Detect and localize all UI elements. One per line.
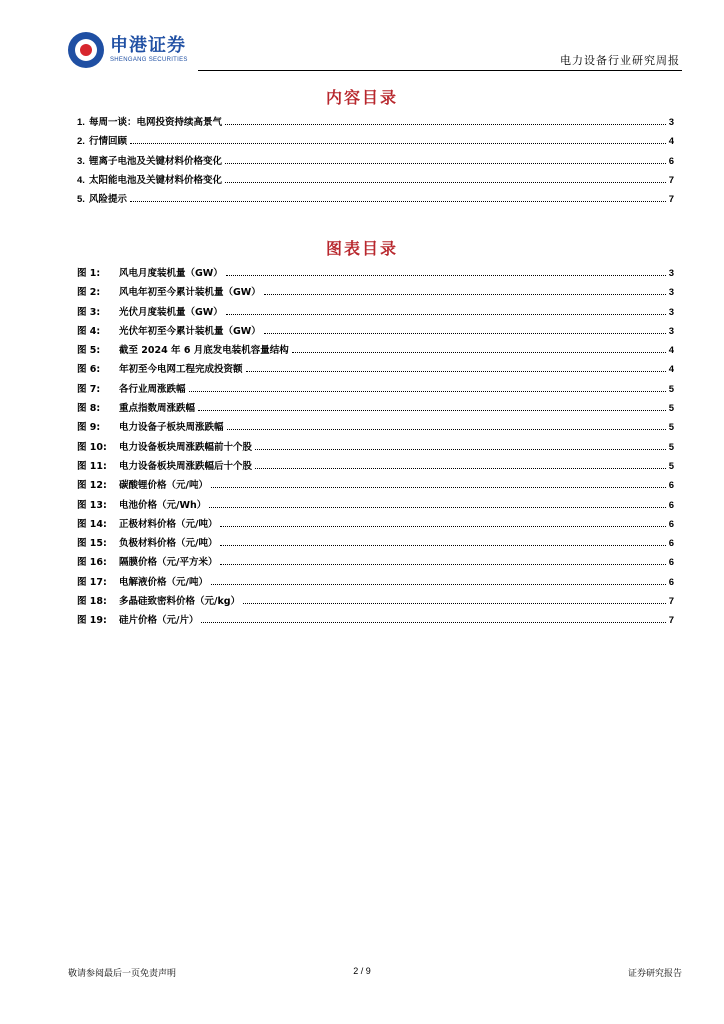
figure-entry-label: 图 5: bbox=[77, 345, 101, 357]
dot-leader bbox=[225, 181, 666, 183]
contents-entry-number: 1. bbox=[77, 117, 85, 128]
dot-leader bbox=[198, 409, 666, 411]
figure-entry-page: 6 bbox=[668, 499, 674, 511]
figure-entry-label: 图 14: bbox=[77, 518, 107, 530]
dot-leader bbox=[211, 583, 666, 585]
dot-leader bbox=[209, 506, 665, 508]
contents-entry[interactable] bbox=[77, 191, 674, 210]
dot-leader bbox=[211, 486, 666, 488]
contents-entry-title: 太阳能电池及关键材料价格变化 bbox=[88, 174, 222, 186]
figure-entry-label: 图 4: bbox=[77, 325, 101, 337]
figure-entry-page: 4 bbox=[668, 345, 674, 357]
figure-entry-page: 3 bbox=[668, 306, 674, 318]
footer-page-number: 2 / 9 bbox=[353, 966, 371, 976]
contents-entry[interactable] bbox=[77, 133, 674, 152]
figure-entry-title: 电力设备子板块周涨跌幅 bbox=[119, 422, 224, 434]
figure-entry[interactable] bbox=[77, 458, 674, 477]
contents-entry-number: 4. bbox=[77, 174, 85, 186]
figure-entry[interactable] bbox=[77, 477, 674, 496]
figure-entry[interactable] bbox=[77, 381, 674, 400]
dot-leader bbox=[264, 293, 666, 295]
figure-entry-page: 5 bbox=[668, 383, 674, 395]
figure-entry-label: 图 16: bbox=[77, 557, 107, 569]
figure-entry-page: 5 bbox=[668, 422, 674, 434]
logo-mark-icon bbox=[68, 32, 104, 68]
figure-entry-title: 电池价格（元/Wh） bbox=[119, 499, 207, 511]
contents-entry-title: 行情回顾 bbox=[88, 136, 127, 148]
contents-entry-number: 3. bbox=[77, 155, 85, 167]
figure-entry-label: 图 18: bbox=[77, 596, 107, 608]
contents-entry[interactable] bbox=[77, 172, 674, 191]
contents-entry-page: 7 bbox=[668, 174, 674, 186]
figure-entry[interactable] bbox=[77, 284, 674, 303]
contents-list bbox=[77, 114, 674, 210]
figure-entry-label: 图 12: bbox=[77, 480, 107, 492]
contents-entry-page: 6 bbox=[668, 155, 674, 167]
figure-entry-page: 7 bbox=[668, 596, 674, 608]
figure-entry-title: 碳酸锂价格（元/吨） bbox=[119, 480, 208, 492]
figure-entry-title: 重点指数周涨跌幅 bbox=[119, 403, 196, 415]
figure-entry-title: 硅片价格（元/片） bbox=[119, 615, 199, 627]
dot-leader bbox=[220, 544, 665, 546]
figure-entry[interactable] bbox=[77, 516, 674, 535]
contents-entry[interactable] bbox=[77, 114, 674, 133]
dot-leader bbox=[226, 313, 666, 315]
dot-leader bbox=[255, 467, 666, 469]
figure-entry[interactable] bbox=[77, 265, 674, 284]
dot-leader bbox=[189, 390, 666, 392]
figure-entry-label: 图 2: bbox=[77, 287, 101, 299]
figures-list bbox=[77, 265, 674, 632]
contents-entry-page: 4 bbox=[668, 136, 674, 148]
figure-entry-page: 6 bbox=[668, 518, 674, 530]
dot-leader bbox=[225, 123, 666, 125]
dot-leader bbox=[226, 274, 666, 276]
figure-entry-label: 图 1: bbox=[77, 268, 101, 279]
figure-entry-page: 5 bbox=[668, 403, 674, 415]
dot-leader bbox=[201, 621, 665, 623]
figure-entry-label: 图 17: bbox=[77, 576, 107, 588]
figure-entry[interactable] bbox=[77, 535, 674, 554]
dot-leader bbox=[243, 602, 666, 604]
contents-entry[interactable] bbox=[77, 153, 674, 172]
contents-entry-page: 3 bbox=[668, 117, 674, 128]
footer-disclaimer: 敬请参阅最后一页免责声明 bbox=[68, 969, 177, 979]
logo-name-en: SHENGANG SECURITIES bbox=[110, 57, 188, 63]
figure-entry-page: 6 bbox=[668, 576, 674, 588]
figure-entry-page: 4 bbox=[668, 364, 674, 376]
dot-leader bbox=[227, 428, 666, 430]
contents-title: 内容目录 bbox=[325, 88, 398, 107]
page-header bbox=[68, 32, 682, 72]
figure-entry-label: 图 8: bbox=[77, 403, 101, 415]
dot-leader bbox=[220, 525, 665, 527]
company-logo bbox=[68, 32, 188, 68]
dot-leader bbox=[220, 563, 665, 565]
dot-leader bbox=[246, 370, 666, 372]
figure-entry-label: 图 7: bbox=[77, 383, 101, 395]
figure-entry-page: 6 bbox=[668, 538, 674, 550]
dot-leader bbox=[264, 332, 666, 334]
figure-entry-page: 6 bbox=[668, 480, 674, 492]
figure-entry-label: 图 15: bbox=[77, 538, 107, 550]
figure-entry[interactable] bbox=[77, 439, 674, 458]
contents-entry-number: 2. bbox=[77, 136, 85, 148]
figure-entry-title: 风电月度装机量（GW） bbox=[119, 268, 223, 279]
figure-entry-title: 截至 2024 年 6 月底发电装机容量结构 bbox=[119, 345, 289, 357]
figure-entry[interactable] bbox=[77, 497, 674, 516]
dot-leader bbox=[292, 351, 666, 353]
contents-entry-number: 5. bbox=[77, 194, 85, 206]
figure-entry-title: 光伏月度装机量（GW） bbox=[119, 306, 223, 318]
logo-name-cn: 申港证券 bbox=[110, 35, 186, 56]
figure-entry-label: 图 13: bbox=[77, 499, 107, 511]
figures-title: 图表目录 bbox=[325, 239, 398, 258]
dot-leader bbox=[130, 142, 666, 144]
header-divider bbox=[198, 70, 682, 71]
figure-entry[interactable] bbox=[77, 419, 674, 438]
figure-entry-title: 正极材料价格（元/吨） bbox=[119, 518, 218, 530]
figure-entry-page: 3 bbox=[668, 287, 674, 299]
figure-entry-label: 图 10: bbox=[77, 441, 107, 453]
figure-entry-title: 电解液价格（元/吨） bbox=[119, 576, 208, 588]
figure-entry-label: 图 3: bbox=[77, 306, 101, 318]
contents-entry-title: 锂离子电池及关键材料价格变化 bbox=[88, 155, 222, 167]
figure-entry[interactable] bbox=[77, 304, 674, 323]
figure-entry-page: 6 bbox=[668, 557, 674, 569]
figure-entry-page: 3 bbox=[668, 268, 674, 279]
figure-entry-label: 图 6: bbox=[77, 364, 101, 376]
dot-leader bbox=[130, 200, 666, 202]
figure-entry-title: 隔膜价格（元/平方米） bbox=[119, 557, 218, 569]
figure-entry-page: 5 bbox=[668, 460, 674, 472]
dot-leader bbox=[255, 448, 666, 450]
contents-entry-page: 7 bbox=[668, 194, 674, 206]
figure-entry-label: 图 19: bbox=[77, 615, 107, 627]
figure-entry-title: 电力设备板块周涨跌幅后十个股 bbox=[119, 460, 253, 472]
figure-entry-page: 3 bbox=[668, 325, 674, 337]
figure-entry[interactable] bbox=[77, 400, 674, 419]
figure-entry-title: 多晶硅致密料价格（元/kg） bbox=[119, 596, 241, 608]
figure-entry[interactable] bbox=[77, 574, 674, 593]
report-type: 电力设备行业研究周报 bbox=[560, 54, 680, 67]
dot-leader bbox=[225, 162, 666, 164]
contents-entry-title: 每周一谈：电网投资持续高景气 bbox=[88, 117, 222, 128]
figure-entry-title: 负极材料价格（元/吨） bbox=[119, 538, 218, 550]
figure-entry-title: 年初至今电网工程完成投资额 bbox=[119, 364, 243, 376]
figure-entry[interactable] bbox=[77, 323, 674, 342]
figure-entry-label: 图 11: bbox=[77, 460, 107, 472]
figure-entry-page: 7 bbox=[668, 615, 674, 627]
figure-entry[interactable] bbox=[77, 612, 674, 631]
figure-entry-label: 图 9: bbox=[77, 422, 101, 434]
figure-entry[interactable] bbox=[77, 361, 674, 380]
figure-entry-title: 电力设备板块周涨跌幅前十个股 bbox=[119, 441, 253, 453]
figure-entry[interactable] bbox=[77, 342, 674, 361]
figure-entry[interactable] bbox=[77, 554, 674, 573]
contents-entry-title: 风险提示 bbox=[88, 194, 127, 206]
figure-entry-title: 风电年初至今累计装机量（GW） bbox=[119, 287, 261, 299]
figure-entry-page: 5 bbox=[668, 441, 674, 453]
figure-entry-title: 各行业周涨跌幅 bbox=[119, 383, 186, 395]
footer-report-label: 证券研究报告 bbox=[627, 969, 682, 979]
figure-entry-title: 光伏年初至今累计装机量（GW） bbox=[119, 325, 261, 337]
figure-entry[interactable] bbox=[77, 593, 674, 612]
